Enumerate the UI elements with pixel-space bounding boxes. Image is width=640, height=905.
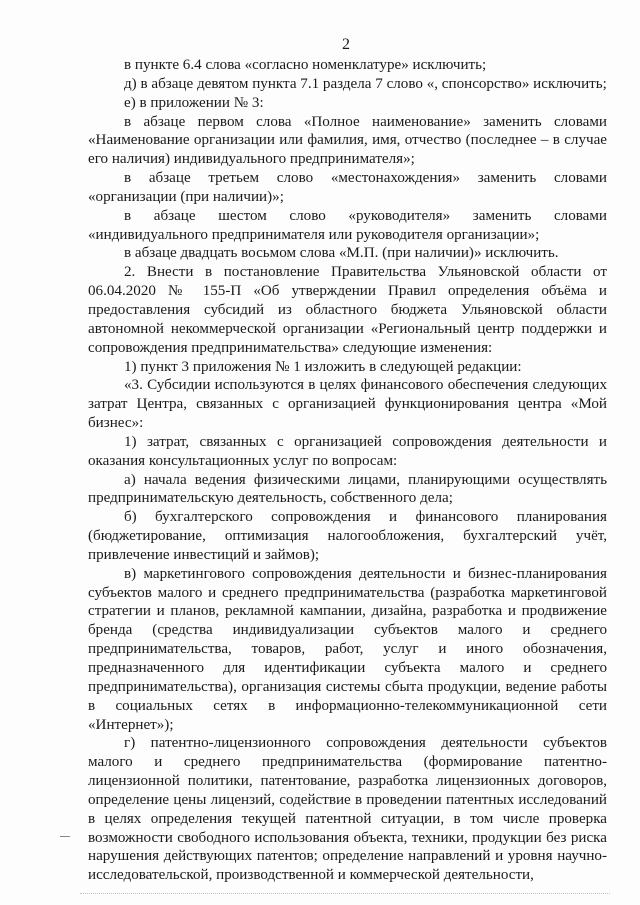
paragraph-abzac-3: в абзаце третьем слово «местонахождения» заменить словами «организации (при наличии)»; <box>88 170 607 205</box>
paragraph-subitem-g: г) патентно-лицензионного сопровождения деятельности субъектов малого и среднего предпринимательства (формирование патентно-лицензионной политики, патентование, разработка лицензионных договоров, определение цены лицензий, содействие в проведении патентных исследований в целях определения текущей патентной ситуации, в том числе проверка возможности свободного использования объекта, техники, продукции без риска нарушения действующих патентов; определение направлений и уровня научно-исследовательской, производственной и коммерческой деятельности, <box>88 735 607 884</box>
paragraph-abzac-28: в абзаце двадцать восьмом слова «М.П. (при наличии)» исключить. <box>124 245 559 262</box>
paragraph-section-2: 2. Внести в постановление Правительства Ульяновской области от 06.04.2020 № 155-П «Об утверждении Правил определения объёма и предоставления субсидий из областного бюджета Ульяновской области автономной некоммерческой организации «Региональный центр поддержки и сопровождения предпринимательства» следующие изменения: <box>88 264 607 356</box>
paragraph-d: д) в абзаце девятом пункта 7.1 раздела 7 слово «, спонсорство» исключить; <box>124 75 607 92</box>
paragraph-subitem-v: в) маркетингового сопровождения деятельности и бизнес-планирования субъектов малого и среднего предпринимательства (разработка маркетинговой стратегии и планов, рекламной кампании, дизайна, разработка и продвижение бренда (средства индивидуализации субъектов малого и среднего предпринимательства, товаров, работ, услуг и иного обозначения, предназначенного для идентификации субъекта малого и среднего предпринимательства), организация системы сбыта продукции, ведение работы в социальных сетях в информационно-телекоммуникационной сети «Интернет»); <box>88 565 607 733</box>
document-body <box>88 56 607 885</box>
paragraph-item-1: 1) пункт 3 приложения № 1 изложить в следующей редакции: <box>124 358 522 375</box>
scan-bottom-edge <box>80 893 610 894</box>
paragraph-subitem-1: 1) затрат, связанных с организацией сопровождения деятельности и оказания консультационных услуг по вопросам: <box>88 433 607 469</box>
paragraph-e: е) в приложении № 3: <box>124 94 264 111</box>
paragraph-subitem-a: а) начала ведения физическими лицами, планирующими осуществлять предпринимательскую деятельность, собственного дела; <box>88 471 607 507</box>
paragraph-abzac-6: в абзаце шестом слово «руководителя» заменить словами «индивидуального предпринимателя или руководителя организации»; <box>88 207 607 243</box>
paragraph-point-3: «3. Субсидии используются в целях финансового обеспечения следующих затрат Центра, связанных с организацией функционирования центра «Мой бизнес»: <box>88 377 607 432</box>
scan-edge-mark <box>60 836 70 837</box>
paragraph-abzac-1: в абзаце первом слова «Полное наименование» заменить словами «Наименование организации или фамилия, имя, отчество (последнее – в случае его наличия) индивидуального предпринимателя»; <box>88 113 607 168</box>
paragraph-6-4: в пункте 6.4 слова «согласно номенклатуре» исключить; <box>124 57 487 73</box>
page-number: 2 <box>342 36 350 53</box>
paragraph-subitem-b: б) бухгалтерского сопровождения и финансового планирования (бюджетирование, оптимизация налогообложения, бухгалтерский учёт, привлечение инвестиций и займов); <box>88 509 607 563</box>
